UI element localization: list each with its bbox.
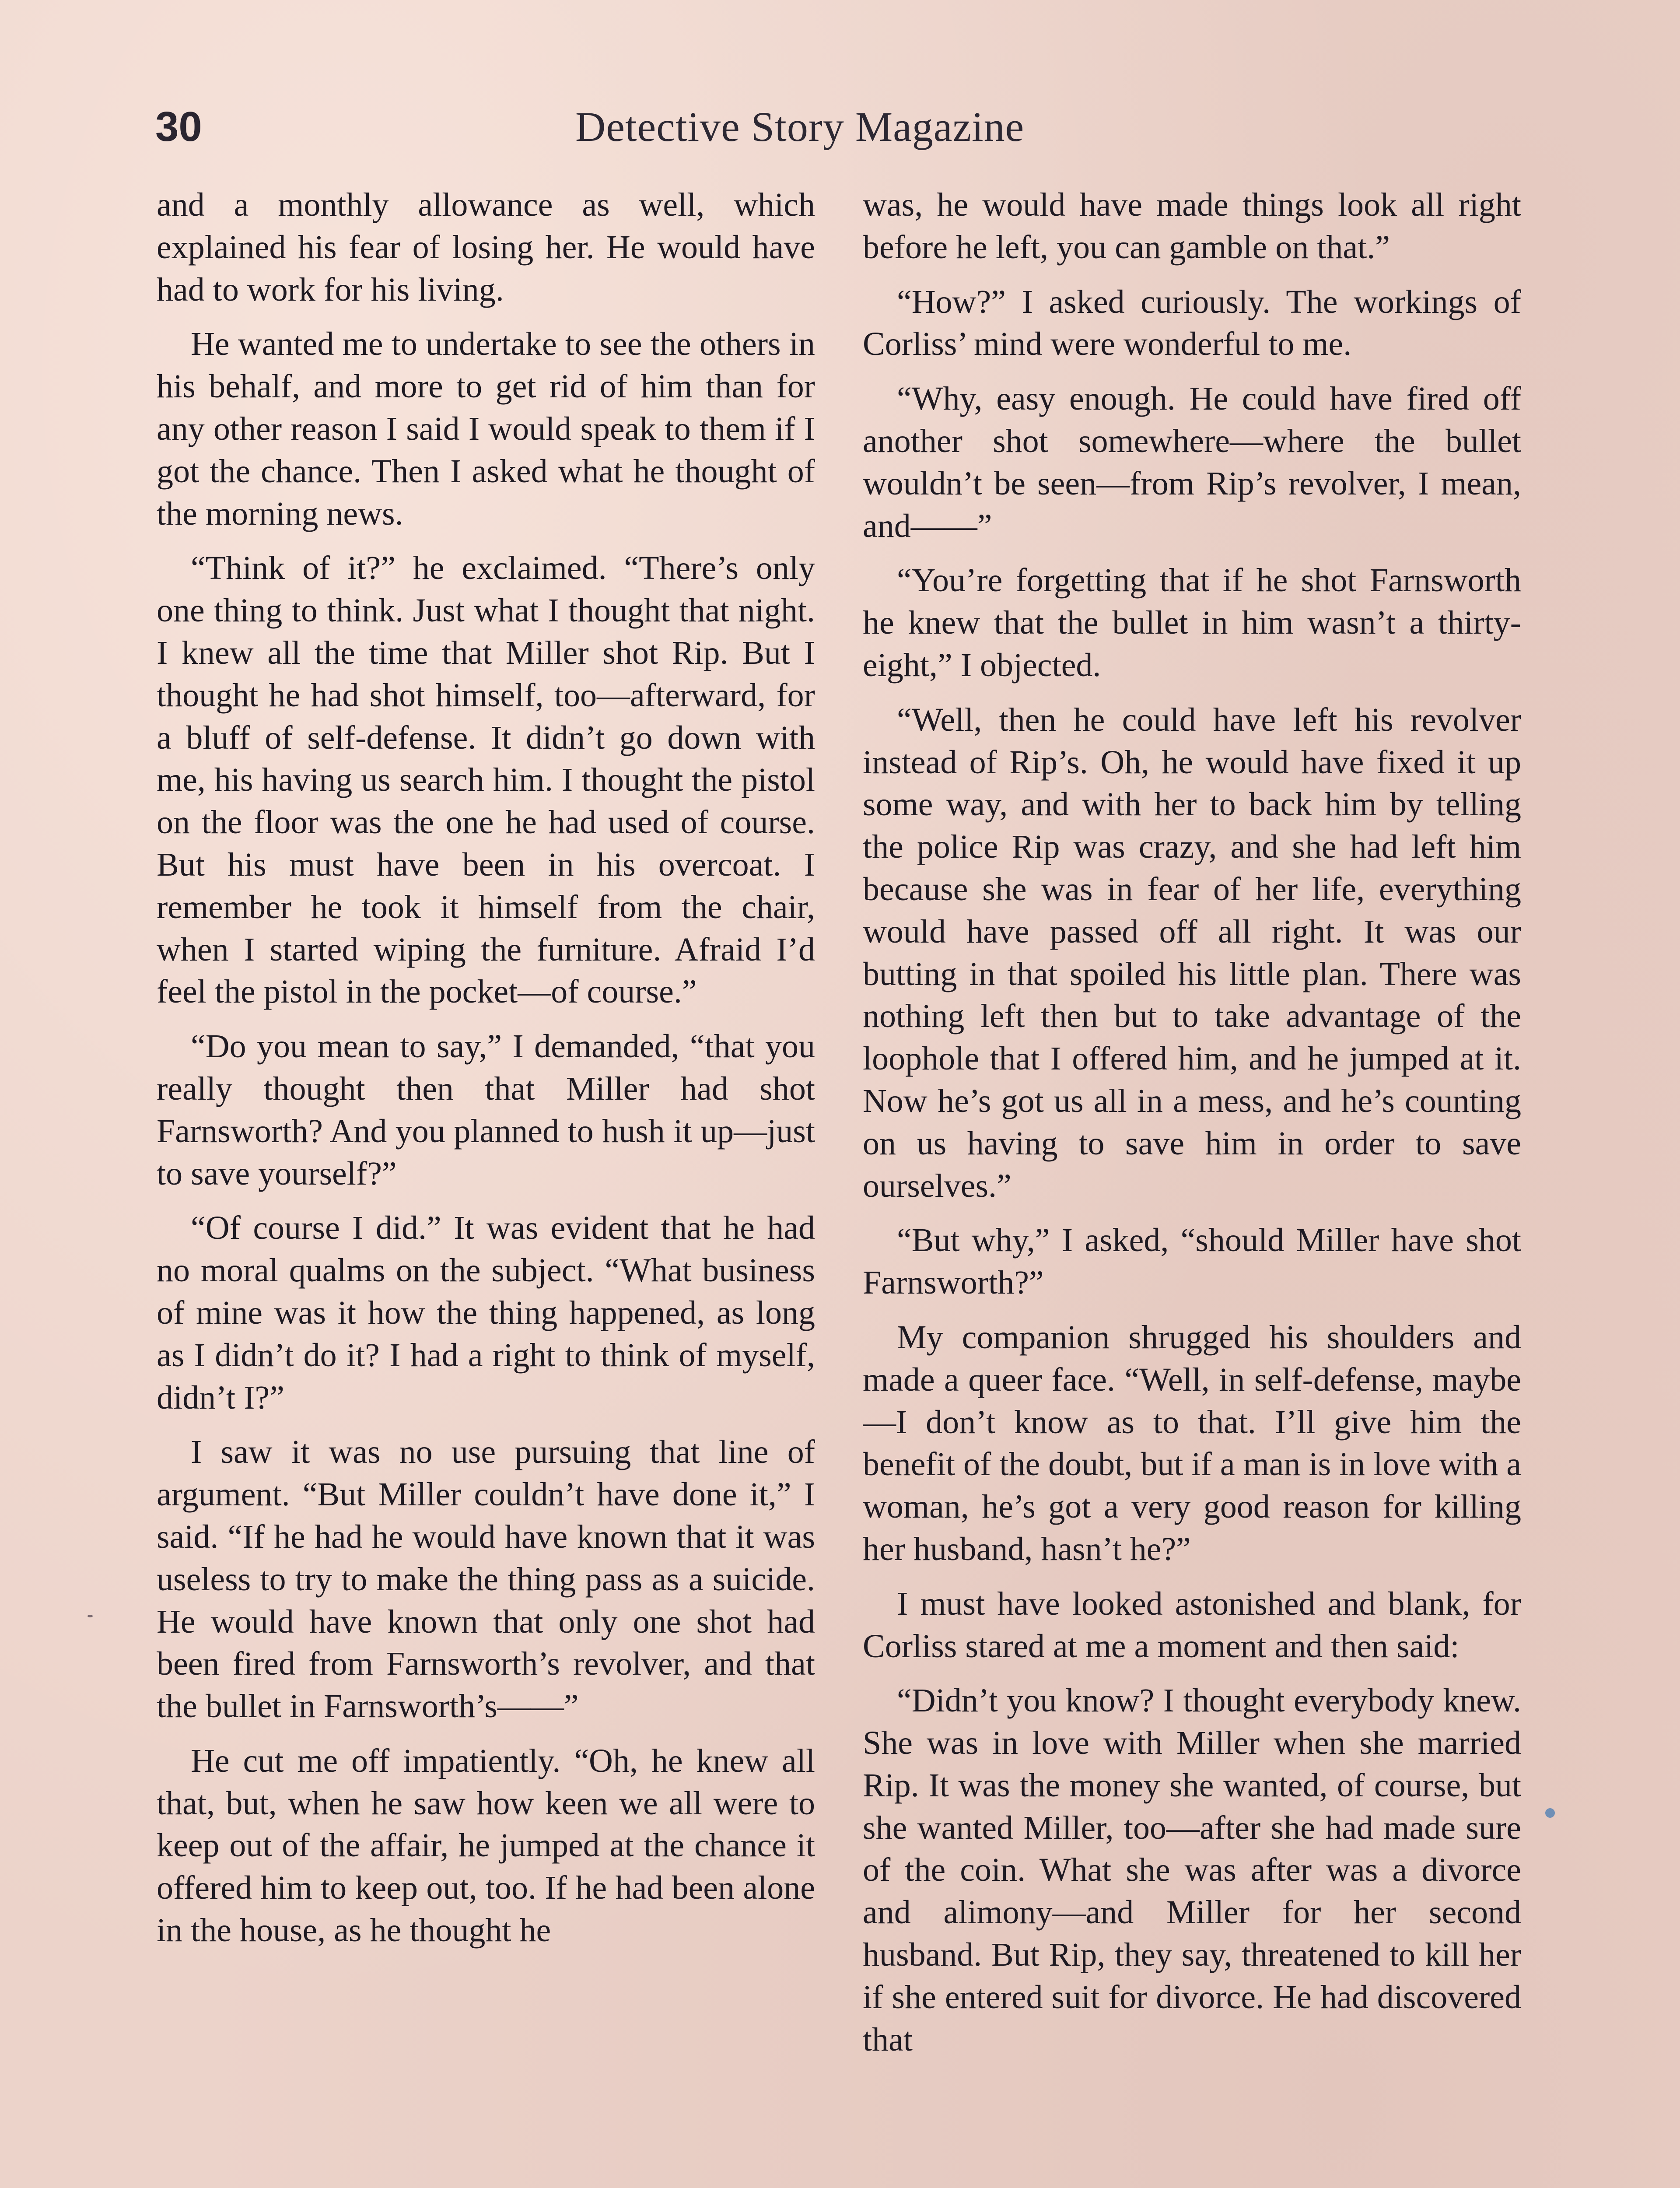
page-number: 30 bbox=[155, 103, 202, 150]
paper-speck bbox=[1545, 1808, 1555, 1818]
running-title: Detective Story Magazine bbox=[575, 103, 1025, 150]
paragraph: “Of course I did.” It was evident that he had no moral qualms on the subject. “What business of mine was it how the thing happened, as long as I didn’t do it? I had a right to think of myself, didn’t I?” bbox=[157, 1210, 815, 1416]
left-column bbox=[157, 184, 815, 2188]
paragraph: I saw it was no use pursuing that line of argument. “But Miller couldn’t have done it,” I said. “If he had he would have known that it was useless to try to make the thing pass as a suicide. He would have known that only one shot had been fired from Farnsworth’s revolver, and that the bullet in Farnsworth’s——” bbox=[157, 1434, 815, 1725]
paragraph: “How?” I asked curiously. The workings of Corliss’ mind were wonderful to me. bbox=[863, 283, 1521, 363]
paragraph: I must have looked astonished and blank, for Corliss stared at me a moment and then said: bbox=[863, 1585, 1521, 1665]
paragraph: “Well, then he could have left his revolver instead of Rip’s. Oh, he would have fixed it up some way, and with her to back him by telling the police Rip was crazy, and she had left him because she was in fear of her life, everything would have passed off all right. It was our butting in that spoiled his little plan. There was nothing left then but to take advantage of the loophole that I offered him, and he jumped at it. Now he’s got us all in a mess, and he’s counting on us having to save him in order to save ourselves.” bbox=[863, 701, 1521, 1204]
page-header bbox=[155, 98, 1380, 155]
paragraph: “Why, easy enough. He could have fired off another shot somewhere—where the bullet wouldn’t be seen—from Rip’s revolver, I mean, and——” bbox=[863, 380, 1521, 544]
paragraph: “Do you mean to say,” I demanded, “that you really thought then that Miller had shot Farnsworth? And you planned to hush it up—just to save yourself?” bbox=[157, 1028, 815, 1192]
paragraph: and a monthly allowance as well, which explained his fear of losing her. He would have had to work for his living. bbox=[157, 186, 815, 308]
paper-speck bbox=[88, 1615, 93, 1617]
paragraph: was, he would have made things look all right before he left, you can gamble on that.” bbox=[863, 186, 1521, 266]
paragraph: “Think of it?” he exclaimed. “There’s only one thing to think. Just what I thought that night. I knew all the time that Miller shot Rip. But I thought he had shot himself, too—afterward, for a bluff of self-defense. It didn’t go down with me, his having us search him. I thought the pistol on the floor was the one he had used of course. But his must have been in his overcoat. I remember he took it himself from the chair, when I started wiping the furniture. Afraid I’d feel the pistol in the pocket—of course.” bbox=[157, 550, 815, 1010]
paragraph: “Didn’t you know? I thought everybody knew. She was in love with Miller when she married Rip. It was the money she wanted, of course, but she wanted Miller, too—after she had made sure of the coin. What she was after was a divorce and alimony—and Miller for her second husband. But Rip, they say, threatened to kill her if she entered suit for divorce. He had discovered that bbox=[863, 1682, 1521, 2058]
paragraph: My companion shrugged his shoulders and made a queer face. “Well, in self-defense, maybe—I don’t know as to that. I’ll give him the benefit of the doubt, but if a man is in love with a woman, he’s got a very good reason for killing her husband, hasn’t he?” bbox=[863, 1318, 1521, 1567]
paragraph: “But why,” I asked, “should Miller have shot Farnsworth?” bbox=[863, 1222, 1521, 1301]
paragraph: He wanted me to undertake to see the others in his behalf, and more to get rid of him than for any other reason I said I would speak to them if I got the chance. Then I asked what he thought of the morning news. bbox=[157, 326, 815, 532]
paragraph: “You’re forgetting that if he shot Farnsworth he knew that the bullet in him wasn’t a thirty-eight,” I objected. bbox=[863, 562, 1521, 684]
paragraph: He cut me off impatiently. “Oh, he knew all that, but, when he saw how keen we all were to keep out of the affair, he jumped at the chance it offered him to keep out, too. If he had been alone in the house, as he thought he bbox=[157, 1742, 815, 1949]
right-column bbox=[863, 184, 1521, 2188]
